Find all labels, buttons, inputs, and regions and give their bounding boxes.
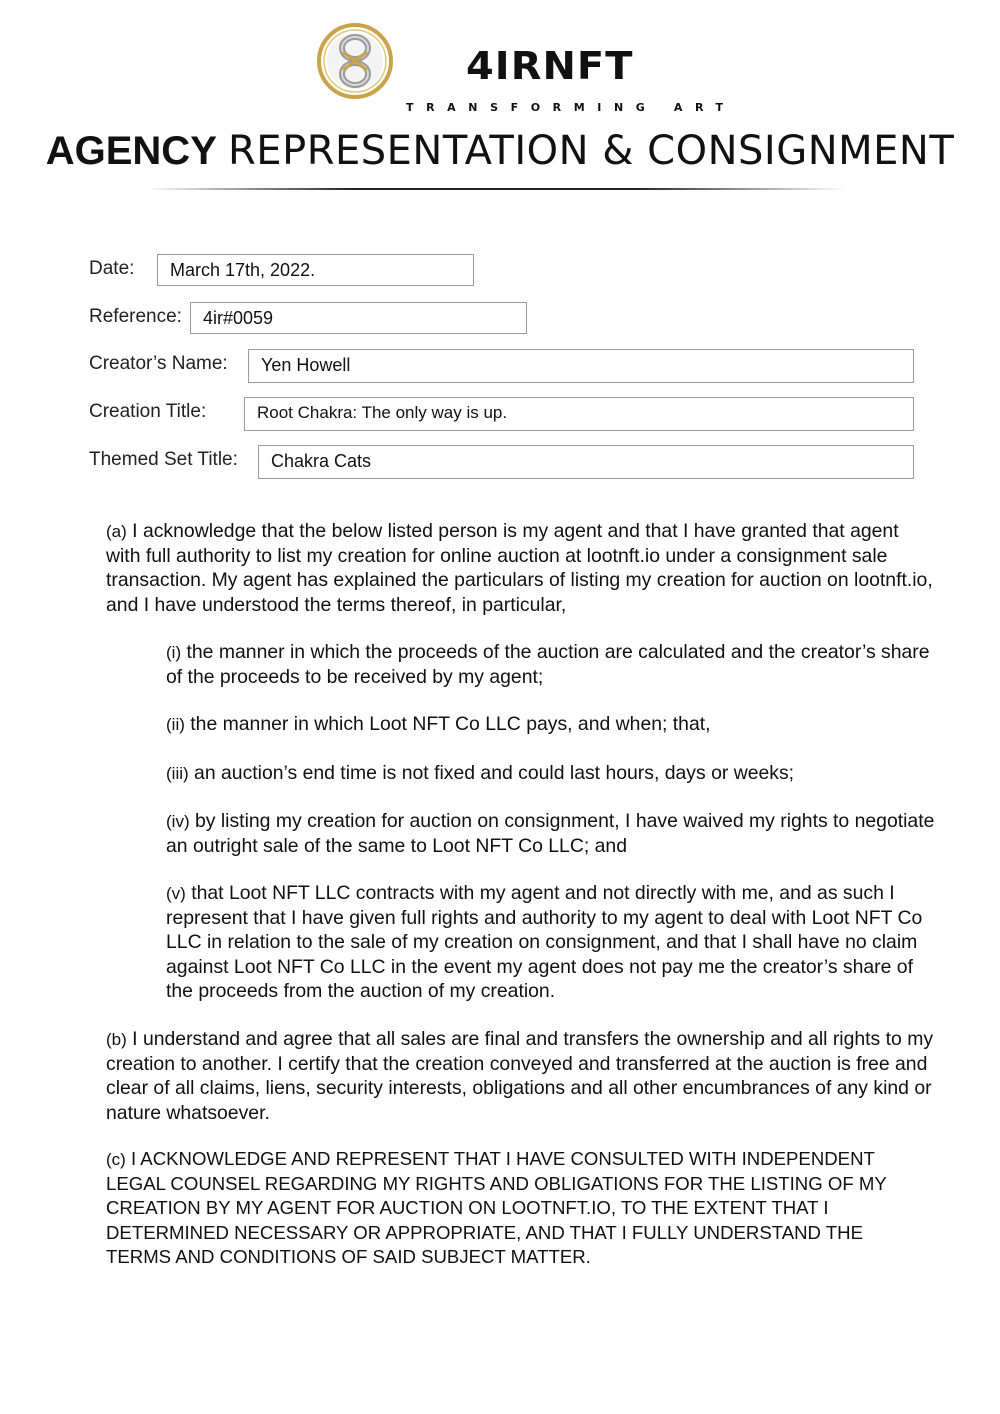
- clause-i-text: the manner in which the proceeds of the auction are calculated and the creator’s share of the proceeds to be received by my agent;: [166, 641, 930, 689]
- date-label: Date:: [89, 258, 135, 279]
- clause-b-text: I understand and agree that all sales are final and transfers the ownership and all rights to my creation to another. I certify that the creation conveyed and transferred at the auction is free and clear of all claims, liens, security interests, obligations and all other encumbrances of any kind or nature whatsoever.: [106, 1028, 934, 1124]
- creation-title-field[interactable]: Root Chakra: The only way is up.: [244, 397, 914, 431]
- gold-infinity-circuit-logo-icon: [316, 22, 394, 100]
- title-divider: [145, 188, 845, 190]
- reference-field[interactable]: 4ir#0059: [190, 302, 527, 334]
- clause-ii-text: the manner in which Loot NFT Co LLC pays, and when; that,: [190, 713, 711, 735]
- creator-name-field[interactable]: Yen Howell: [248, 349, 914, 383]
- clause-c-text: I ACKNOWLEDGE AND REPRESENT THAT I HAVE CONSULTED WITH INDEPENDENT LEGAL COUNSEL REGARDING MY RIGHTS AND OBLIGATIONS FOR THE LISTING OF MY CREATION BY MY AGENT FOR AUCTION ON LOOTNFT.IO, TO THE EXTENT THAT I DETERMINED NECESSARY OR APPROPRIATE, AND THAT I FULLY UNDERSTAND THE TERMS AND CONDITIONS OF SAID SUBJECT MATTER.: [106, 1148, 887, 1267]
- clause-iv: [166, 809, 936, 858]
- creator-name-label: Creator’s Name:: [89, 353, 228, 374]
- clause-b: [106, 1027, 936, 1125]
- brand-name: 4IRNFT: [466, 44, 634, 88]
- reference-label: Reference:: [89, 306, 182, 327]
- clause-iv-label: (iv): [166, 812, 190, 831]
- document-title: [0, 128, 1000, 174]
- clause-a-text: I acknowledge that the below listed person is my agent and that I have granted that agent with full authority to list my creation for online auction at lootnft.io under a consignment sale transaction. My agent has explained the particulars of listing my creation for auction on lootnft.io, and I have understood the terms thereof, in particular,: [106, 520, 933, 616]
- clause-a: [106, 519, 936, 617]
- date-field[interactable]: March 17th, 2022.: [157, 254, 474, 286]
- clause-c: [106, 1147, 906, 1269]
- clause-ii-label: (ii): [166, 715, 185, 734]
- clause-i: [166, 640, 936, 689]
- clause-b-label: (b): [106, 1030, 127, 1049]
- clause-v-text: that Loot NFT LLC contracts with my agent and not directly with me, and as such I represent that I have given full rights and authority to my agent to deal with Loot NFT Co LLC in relation to the sale of my creation on consignment, and that I shall have no claim against Loot NFT Co LLC in the event my agent does not pay me the creator’s share of the proceeds from the auction of my creation.: [166, 882, 923, 1002]
- clause-c-label: (c): [106, 1150, 126, 1169]
- document-title-strong: AGENCY: [45, 129, 217, 173]
- creation-title-label: Creation Title:: [89, 401, 207, 422]
- clause-v: [166, 881, 936, 1003]
- document-title-rest: REPRESENTATION & CONSIGNMENT: [228, 128, 955, 174]
- clause-iv-text: by listing my creation for auction on consignment, I have waived my rights to negotiate an outright sale of the same to Loot NFT Co LLC; and: [166, 810, 935, 858]
- clause-iii-text: an auction’s end time is not fixed and could last hours, days or weeks;: [194, 762, 795, 784]
- brand-tagline: TRANSFORMING ART: [406, 101, 736, 114]
- themed-set-title-label: Themed Set Title:: [89, 449, 238, 470]
- clause-a-label: (a): [106, 522, 127, 541]
- themed-set-title-field[interactable]: Chakra Cats: [258, 445, 914, 479]
- clause-iii: [166, 761, 936, 786]
- clause-iii-label: (iii): [166, 764, 189, 783]
- brand-logo: [316, 22, 736, 114]
- clause-v-label: (v): [166, 884, 186, 903]
- clause-ii: [166, 712, 936, 737]
- clause-i-label: (i): [166, 643, 182, 662]
